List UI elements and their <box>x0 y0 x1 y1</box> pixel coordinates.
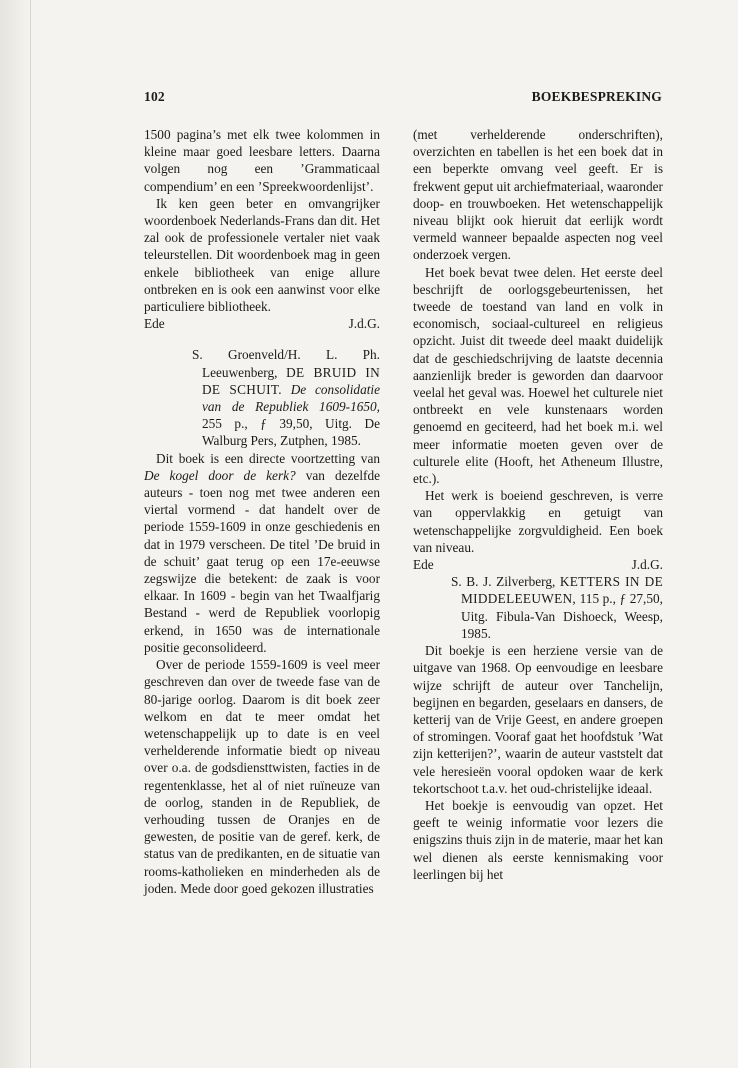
paragraph-text: Dit boek is een directe voortzetting van <box>156 450 380 466</box>
paragraph: Het boek bevat twee delen. Het eerste deel beschrijft de oorlogsgebeurtenissen, het tweede de toestand van land en volk in economisch, sociaal-cultureel en religieus opzicht. Juist dit tweede deel maakt duidelijk dat de geschiedschrijving de laatste decennia aanzienlijk breder is geworden dan daarvoor veelal het geval was. Hoewel het culturele niet ontbreekt en vele kunstenaars worden genoemd en geciteerd, had het boek m.i. wel meer informatie moeten geven over de culturele elite (Hooft, het Atheneum Illustre, etc.). <box>413 264 663 487</box>
review-authors: S. B. J. Zilverberg, <box>451 574 560 590</box>
paragraph-text: van dezelfde auteurs - toen nog met twee anderen een viertal vormend - dat handelt over de periode 1559-1609 in onze geschiedenis en dat in 1979 verscheen. De titel ’De bruid in de schuit’ gaat terug op een 17e-eeuwse zegswijze die betekent: de zaak is voor elkaar. In 1609 - begin van het Twaalfjarig Bestand - werd de Republiek voorlopig erkend, in 1650 was de internationale positie geconsolideerd. <box>144 467 381 655</box>
review-authors: S. Groenveld/H. L. Ph. Leeuwenberg, <box>192 347 380 380</box>
paragraph: 1500 pagina’s met elk twee kolommen in kleine maar goed leesbare letters. Daarna volgen nog een ’Grammaticaal compendium’ en een ’Spreekwoordenlijst’. <box>144 127 380 194</box>
signature-initials: J.d.G. <box>631 557 663 573</box>
review-title: KETTERS IN DE MIDDELEEUWEN, <box>461 574 663 607</box>
paragraph: Dit boekje is een herziene versie van de uitgave van 1968. Op eenvoudige en leesbare wijze schrijft de auteur over Tanchelijn, begijnen en begarden, geselaars en dansers, de ketterij van de Vrije Geest, en andere groepen of stromingen. Vooraf gaat het hoofdstuk ’Wat zijn ketterijen?’, waarin de auteur vaststelt dat vele heresieën vooral opdoken waar de kerk tekortschoot t.a.v. het oud-christelijke ideaal. <box>413 643 663 796</box>
signature-place: Ede <box>144 316 165 332</box>
review-heading <box>451 573 663 642</box>
page-spine <box>0 0 30 1068</box>
left-column <box>144 126 380 897</box>
review-title: DE BRUID IN DE SCHUIT. <box>202 364 381 397</box>
cited-title: De kogel door de kerk? <box>144 467 296 483</box>
page-number: 102 <box>144 89 165 104</box>
review-details: 115 p., ƒ 27,50, Uitg. Fibula-Van Dishoeck, Weesp, 1985. <box>461 591 663 641</box>
paragraph: Ik ken geen beter en omvangrijker woordenboek Nederlands-Frans dan dit. Het zal ook de professionele vertaler niet vaak teleurstellen. Dit woordenboek mag in geen enkele bibliotheek van enige allure ontbreken en is ook een aanwinst voor elke particuliere bibliotheek. <box>144 195 380 315</box>
signature-initials: J.d.G. <box>348 316 380 332</box>
signature-line <box>144 315 380 332</box>
paragraph: Het boekje is eenvoudig van opzet. Het geeft te weinig informatie voor lezers die enigszins thuis zijn in de materie, maar het kan wel dienen als eerste kennismaking voor leerlingen bij het <box>413 797 663 882</box>
paragraph: (met verhelderende onderschriften), overzichten en tabellen is het een boek dat in een beperkte omvang veel geeft. Er is frekwent geput uit archiefmateriaal, waaronder doop- en trouwboeken. Het wetenschappelijk niveau blijkt ook hieruit dat eerlijk wordt vermeld wanneer bepaalde aspecten nog veel onderzoek vergen. <box>413 127 663 263</box>
paragraph <box>144 450 380 656</box>
signature-place: Ede <box>413 557 434 573</box>
running-title: BOEKBESPREKING <box>531 89 662 104</box>
page-edge-line <box>30 0 31 1068</box>
signature-line <box>413 556 663 573</box>
right-column <box>413 126 663 883</box>
review-subtitle: De consolidatie van de Republiek 1609-1650, <box>202 381 381 415</box>
paragraph: Over de periode 1559-1609 is veel meer geschreven dan over de tweede fase van de 80-jarige oorlog. Daarom is dit boek zeer welkom en dat te meer omdat het wetenschappelijk up to date is en veel verhelderende informatie biedt op niveau over o.a. de godsdiensttwisten, facties in de regentenklasse, het al of niet ruïneuze van de oorlog, standen in de Republiek, de verhouding tussen de Oranjes en de gewesten, de positie van de geref. kerk, de status van de predikanten, en de situatie van rooms-katholieken en minderheden als de joden. Mede door goed gekozen illustraties <box>144 657 380 896</box>
review-details: 255 p., ƒ 39,50, Uitg. De Walburg Pers, Zutphen, 1985. <box>202 416 380 449</box>
review-heading <box>192 346 380 449</box>
paragraph: Het werk is boeiend geschreven, is verre van oppervlakkig en getuigt van wetenschappelijke zorgvuldigheid. Een boek van niveau. <box>413 488 663 555</box>
